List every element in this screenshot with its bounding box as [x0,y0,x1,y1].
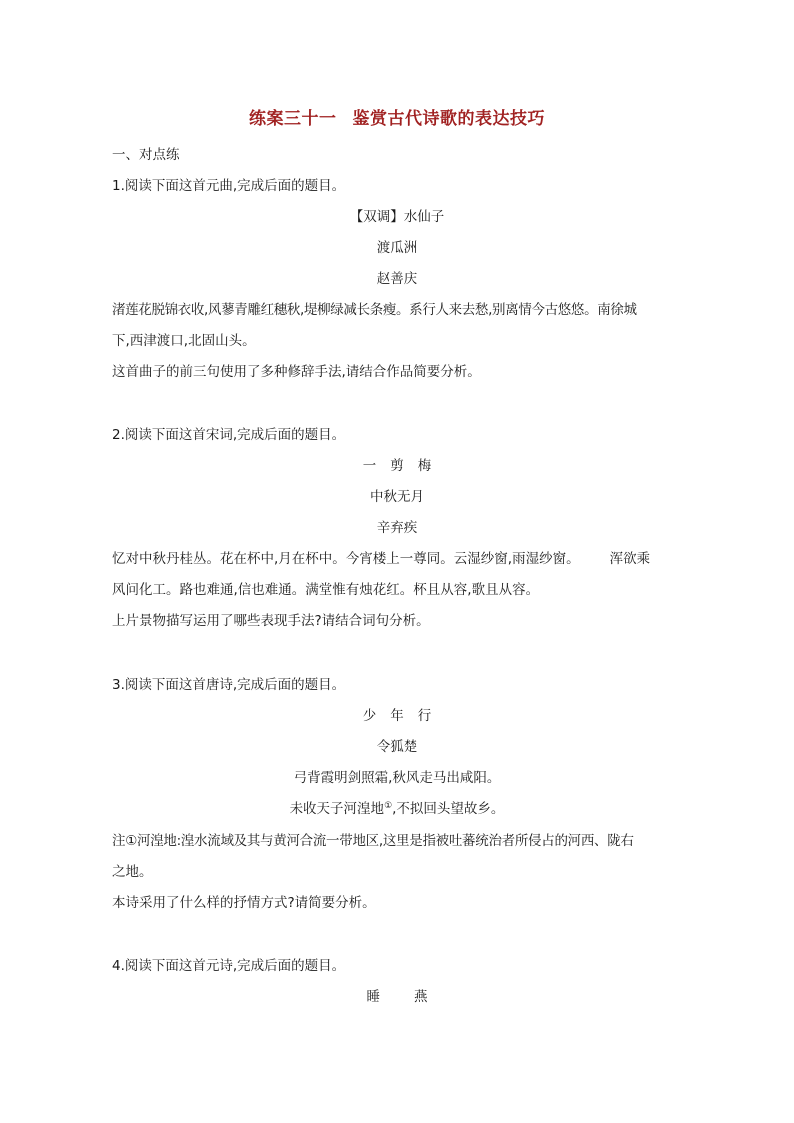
q1-author: 赵善庆 [376,271,418,287]
q3-note-line1: 注①河湟地:湟水流域及其与黄河合流一带地区,这里是指被吐蕃统治者所侵占的河西、陇右 [112,833,634,849]
q3-verse1: 弓背霞明剑照霜,秋风走马出咸阳。 [293,770,501,786]
q2-text-line1b: 浑欲乘 [609,551,651,567]
q1-prompt: 1.阅读下面这首元曲,完成后面的题目。 [112,178,346,194]
q2-text-line2: 风问化工。路也难通,信也难通。满堂惟有烛花红。杯且从容,歌且从容。 [112,582,540,598]
q2-author: 辛弃疾 [376,520,418,536]
q1-tune: 【双调】水仙子 [349,209,445,225]
q3-author: 令狐楚 [376,739,418,755]
q4-prompt: 4.阅读下面这首元诗,完成后面的题目。 [112,958,346,974]
q2-prompt: 2.阅读下面这首宋词,完成后面的题目。 [112,427,346,443]
q3-poem-title: 少年行 [362,708,446,724]
q3-verse2a: 未收天子河湟地 [289,801,385,817]
q3-note-line2: 之地。 [112,864,153,880]
q2-text-line1 [112,550,682,568]
q3-verse2 [112,800,682,818]
q2-question: 上片景物描写运用了哪些表现手法?请结合词句分析。 [112,613,430,629]
q3-verse2-note-marker: ① [384,801,393,811]
q4-poem-title: 睡燕 [366,989,462,1005]
q1-text-line1: 渚莲花脱锦衣收,风蓼青雕红穗秋,堤柳绿减长条瘦。系行人来去愁,别离情今古悠悠。南徐城 [112,302,637,318]
q2-poem-title: 中秋无月 [370,489,424,505]
q3-verse2b: ,不拟回头望故乡。 [392,801,505,817]
q3-question: 本诗采用了什么样的抒情方式?请简要分析。 [112,895,376,911]
section-heading: 一、对点练 [112,147,180,163]
q1-poem-title: 渡瓜洲 [376,240,418,256]
page-title [0,104,794,129]
q2-tune: 一剪梅 [362,458,446,474]
q1-question: 这首曲子的前三句使用了多种修辞手法,请结合作品简要分析。 [112,364,481,380]
q2-text-line1a: 忆对中秋丹桂丛。花在杯中,月在杯中。今宵楼上一尊同。云湿纱窗,雨湿纱窗。 [112,551,580,567]
q3-prompt: 3.阅读下面这首唐诗,完成后面的题目。 [112,677,346,693]
title-part1: 练案三十一 [249,109,337,129]
q1-text-line2: 下,西津渡口,北固山头。 [112,333,256,349]
title-part2: 鉴赏古代诗歌的表达技巧 [352,109,545,129]
